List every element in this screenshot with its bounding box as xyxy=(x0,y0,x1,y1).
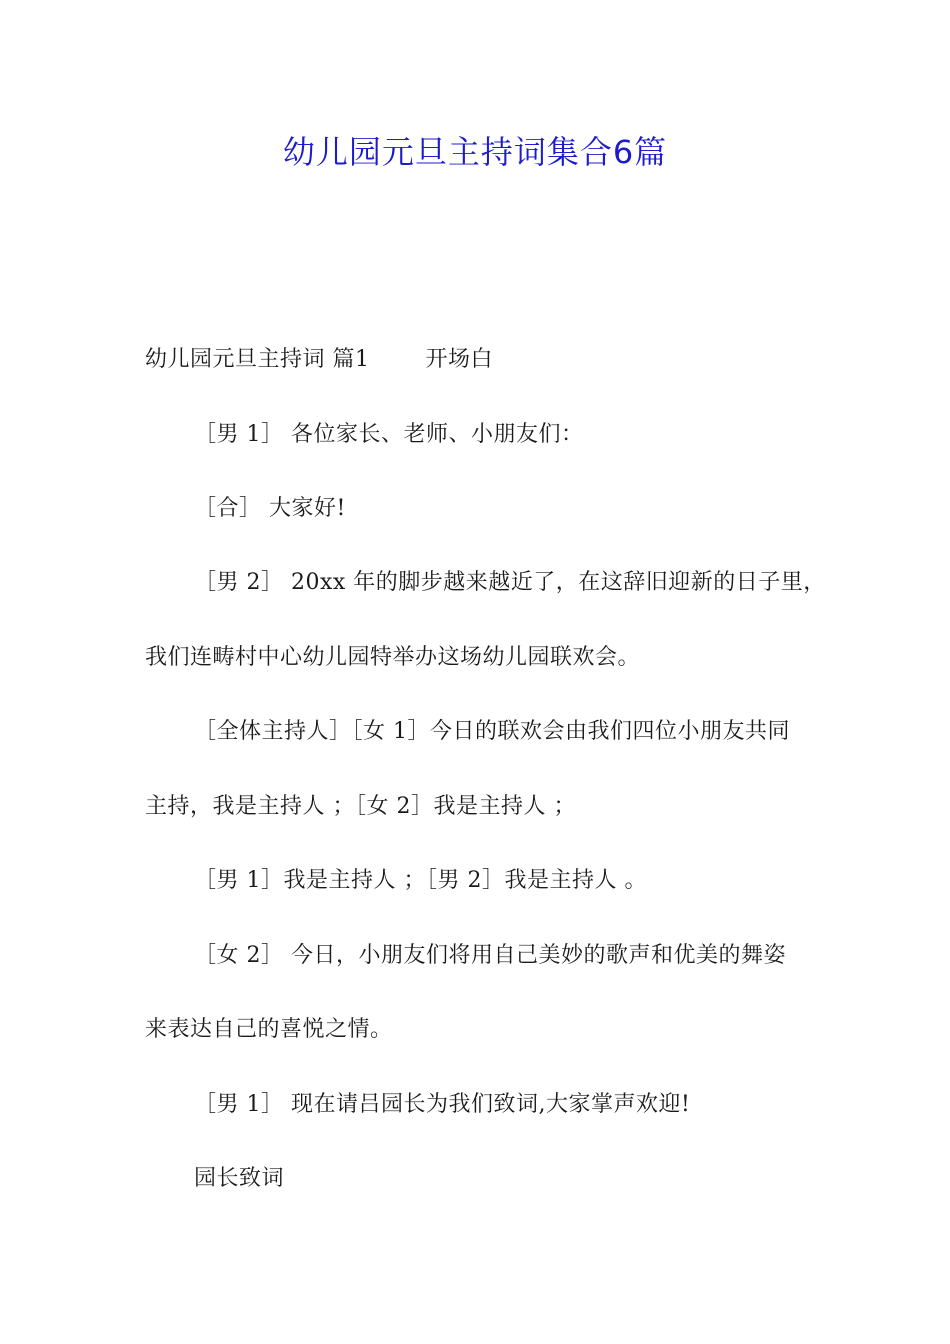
paragraph-line: 主持，我是主持人 ；［女 2］我是主持人 ； xyxy=(145,794,576,819)
paragraph-line: ［合］ 大家好! xyxy=(194,496,346,521)
paragraph-line: 来表达自己的喜悦之情。 xyxy=(145,1017,393,1042)
paragraph-line: 我们连畴村中心幼儿园特举办这场幼儿园联欢会。 xyxy=(145,645,641,670)
paragraph-line: 园长致词 xyxy=(194,1166,285,1191)
document-title: 幼儿园元旦主持词集合6篇 xyxy=(282,133,668,171)
paragraph-line: ［男 2］ 20xx 年的脚步越来越近了，在这辞旧迎新的日子里， xyxy=(194,570,826,595)
paragraph-line: ［女 2］ 今日，小朋友们将用自己美妙的歌声和优美的舞姿 xyxy=(194,943,786,968)
paragraph-line: ［全体主持人］［女 1］今日的联欢会由我们四位小朋友共同 xyxy=(194,719,790,744)
section-heading xyxy=(145,344,493,376)
paragraph-line: ［男 1］ 各位家长、老师、小朋友们： xyxy=(194,422,584,447)
section-heading-label: 幼儿园元旦主持词 篇1 xyxy=(145,347,370,372)
paragraph-line: ［男 1］ 现在请吕园长为我们致词,大家掌声欢迎! xyxy=(194,1092,691,1117)
paragraph-line: ［男 1］我是主持人 ；［男 2］我是主持人 。 xyxy=(194,868,647,893)
section-heading-subtitle: 开场白 xyxy=(425,347,494,372)
